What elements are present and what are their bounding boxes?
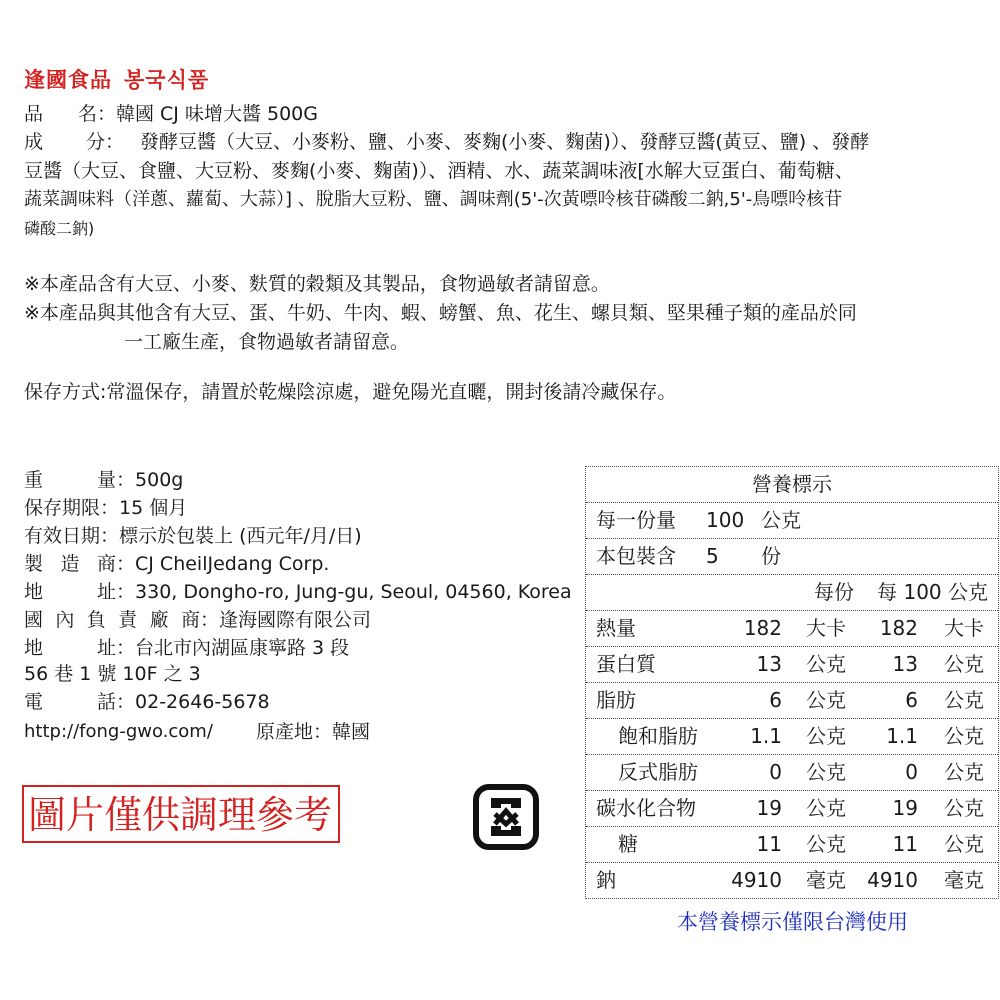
- maker-address-value: 330, Dongho-ro, Jung-gu, Seoul, 04560, Korea: [135, 581, 572, 603]
- maker-line: 製 造 商 ：CJ CheilJedang Corp.: [24, 553, 330, 575]
- shelf-life-line: 保存期限：15 個月: [24, 497, 188, 519]
- importer-line: 國 內 負 責 廠 商 ：逢海國際有限公司: [24, 609, 372, 631]
- allergen-line-1: ※本產品含有大豆、小麥、麩質的穀類及其製品，食物過敏者請留意。: [24, 273, 610, 295]
- product-name-line: [24, 100, 318, 128]
- nutrient-row-trans-fat: 反式脂肪 0 公克 0 公克: [586, 754, 998, 790]
- nutrient-row-fat: 脂肪 6 公克 6 公克: [586, 682, 998, 718]
- maker-value: CJ CheilJedang Corp.: [135, 553, 330, 575]
- phone-line: 電 話 ：02-2646-5678: [24, 691, 270, 713]
- servings-per-package-row: 本包裝含 5 份: [586, 538, 998, 574]
- nutrient-row-sodium: 鈉 4910 毫克 4910 毫克: [586, 862, 998, 898]
- weight-value: 500g: [135, 469, 184, 491]
- nutrient-row-sugar: 糖 11 公克 11 公克: [586, 826, 998, 862]
- product-name-value: 韓國 CJ 味增大醬 500G: [116, 103, 318, 125]
- allergen-line-3: 一工廠生產，食物過敏者請留意。: [124, 331, 410, 353]
- allergen-line-2: ※本產品與其他含有大豆、蛋、牛奶、牛肉、蝦、螃蟹、魚、花生、螺貝類、堅果種子類的產品於同: [24, 302, 857, 324]
- brand-chinese: 逢國食品: [24, 68, 112, 92]
- ingredients-line-2: 豆醬（大豆、食鹽、大豆粉、麥麴(小麥、麴菌)）、酒精、水、蔬菜調味液[水解大豆蛋白、葡萄糖、: [24, 160, 854, 182]
- shelf-life-value: 15 個月: [119, 497, 188, 519]
- importer-address-line-2: 56 巷 1 號 10F 之 3: [24, 663, 201, 685]
- product-name-label: 品 名：: [24, 103, 116, 125]
- nutrient-row-saturated-fat: 飽和脂肪 1.1 公克 1.1 公克: [586, 718, 998, 754]
- weight-line: 重 量 ：500g: [24, 469, 184, 491]
- preview-note-box: 圖片僅供調理參考: [22, 785, 340, 843]
- origin-label: 原產地：韓國: [256, 721, 371, 743]
- importer-value: 逢海國際有限公司: [219, 609, 372, 631]
- recycle-icon: [473, 784, 539, 850]
- nutrition-header-row: [586, 574, 998, 610]
- per-serving-header: 每份: [814, 580, 854, 604]
- phone-value: 02-2646-5678: [135, 691, 270, 713]
- maker-address-line: 地 址 ：330, Dongho-ro, Jung-gu, Seoul, 04560, Korea: [24, 581, 572, 603]
- ingredients-line-4: 磷酸二鈉): [24, 219, 95, 238]
- nutrient-row-energy: 熱量 182 大卡 182 大卡: [586, 610, 998, 646]
- storage-instructions: 保存方式:常溫保存，請置於乾燥陰涼處，避免陽光直曬，開封後請冷藏保存。: [24, 381, 677, 403]
- importer-address-value: 台北市內湖區康寧路 3 段: [135, 637, 350, 659]
- per-100g-header: 每 100 公克: [877, 580, 988, 604]
- brand-header: [24, 64, 209, 94]
- expiry-line: 有效日期：標示於包裝上 (西元年/月/日): [24, 525, 362, 547]
- nutrient-row-carbohydrate: 碳水化合物 19 公克 19 公克: [586, 790, 998, 826]
- nutrition-title: 營養標示: [752, 472, 832, 496]
- nutrient-row-protein: 蛋白質 13 公克 13 公克: [586, 646, 998, 682]
- importer-address-line: 地 址 ：台北市內湖區康寧路 3 段: [24, 637, 350, 659]
- nutrition-table: [585, 466, 999, 899]
- serving-size-row: 每一份量 100 公克: [586, 502, 998, 538]
- expiry-value: 標示於包裝上 (西元年/月/日): [119, 525, 362, 547]
- website-link[interactable]: http://fong-gwo.com/: [24, 721, 213, 742]
- nutrition-title-row: [586, 467, 998, 502]
- ingredients-label: 成 分：: [24, 131, 124, 153]
- nutrition-usage-note: 本營養標示僅限台灣使用: [677, 910, 908, 934]
- ingredients-line-3: 蔬菜調味料（洋蔥、蘿蔔、大蒜）] 、脫脂大豆粉、鹽、調味劑(5'-次黃嘌呤核苷磷酸二鈉,5'-鳥嘌呤核苷: [24, 189, 843, 210]
- ingredients-line-1: 成 分： 發酵豆醬（大豆、小麥粉、鹽、小麥、麥麴(小麥、麴菌)）、發酵豆醬(黃豆、鹽) 、發酵: [24, 128, 869, 156]
- brand-korean: 봉국식품: [124, 68, 210, 92]
